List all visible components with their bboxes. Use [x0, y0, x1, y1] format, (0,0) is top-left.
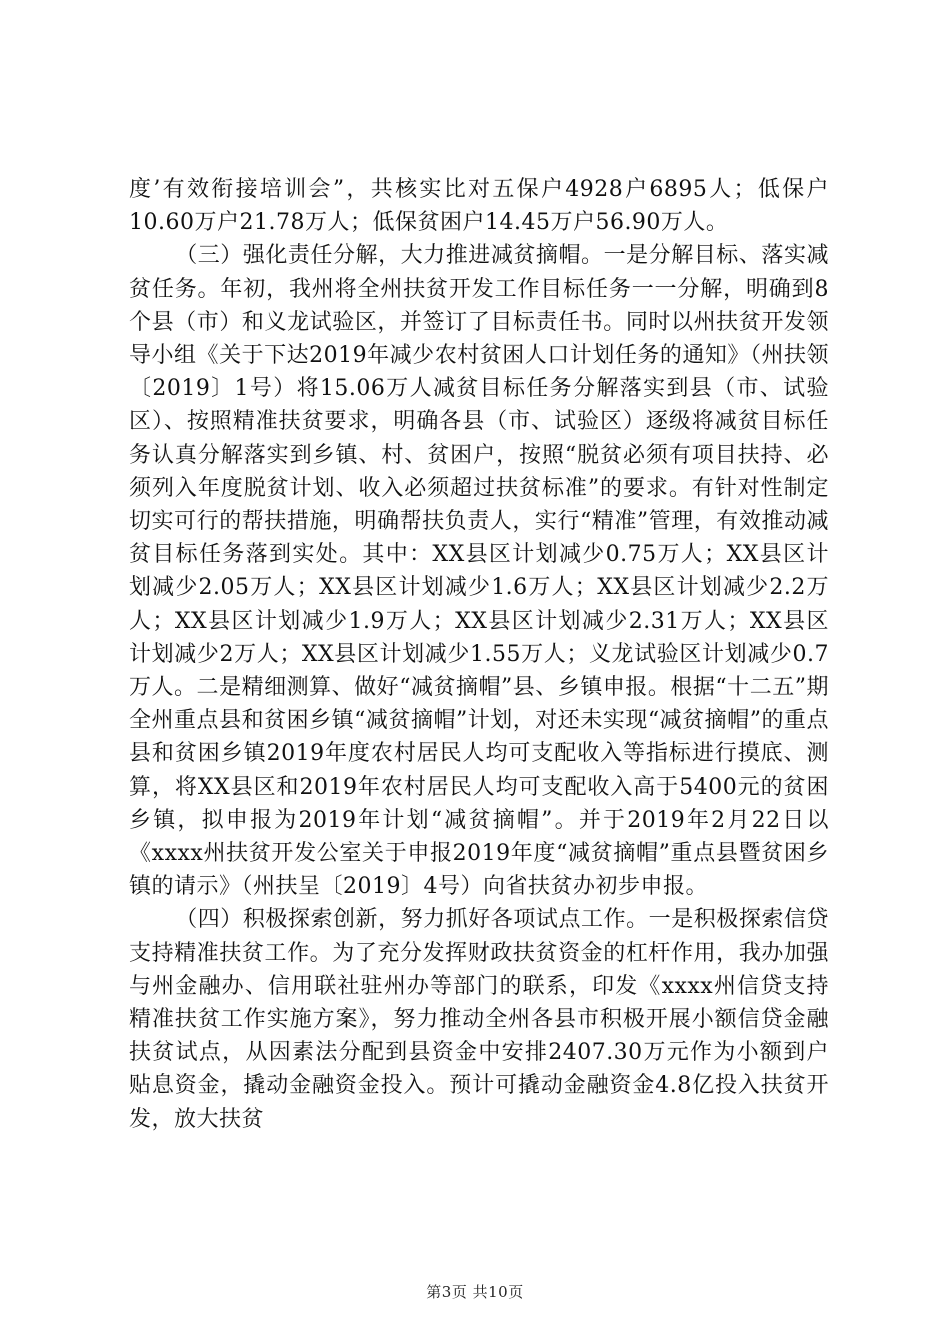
- paragraph-section-three: （三）强化责任分解，大力推进减贫摘帽。一是分解目标、落实减贫任务。年初，我州将全州扶贫开发工作目标任务一一分解，明确到8个县（市）和义龙试验区，并签订了目标责任书。同时以州扶贫开发领导小组《关于下达2019年减少农村贫困人口计划任务的通知》（州扶领〔2019〕1号）将15.06万人减贫目标任务分解落实到县（市、试验区）、按照精准扶贫要求，明确各县（市、试验区）逐级将减贫目标任务认真分解落实到乡镇、村、贫困户，按照“脱贫必须有项目扶持、必须列入年度脱贫计划、收入必须超过扶贫标准”的要求。有针对性制定切实可行的帮扶措施，明确帮扶负责人，实行“精准”管理，有效推动减贫目标任务落到实处。其中：XX县区计划减少0.75万人；XX县区计划减少2.05万人；XX县区计划减少1.6万人；XX县区计划减少2.2万人；XX县区计划减少1.9万人；XX县区计划减少2.31万人；XX县区计划减少2万人；XX县区计划减少1.55万人；义龙试验区计划减少0.7万人。二是精细测算、做好“减贫摘帽”县、乡镇申报。根据“十二五”期全州重点县和贫困乡镇“减贫摘帽”计划，对还未实现“减贫摘帽”的重点县和贫困乡镇2019年度农村居民人均可支配收入等指标进行摸底、测算，将XX县区和2019年农村居民人均可支配收入高于5400元的贫困乡镇，拟申报为2019年计划“减贫摘帽”。并于2019年2月22日以《xxxx州扶贫开发公室关于申报2019年度“减贫摘帽”重点县暨贫困乡镇的请示》（州扶呈〔2019〕4号）向省扶贫办初步申报。: [129, 243, 829, 900]
- paragraph-section-four: （四）积极探索创新，努力抓好各项试点工作。一是积极探索信贷支持精准扶贫工作。为了充分发挥财政扶贫资金的杠杆作用，我办加强与州金融办、信用联社驻州办等部门的联系，印发《xxxx州信贷支持精准扶贫工作实施方案》，努力推动全州各县市积极开展小额信贷金融扶贫试点，从因素法分配到县资金中安排2407.30万元作为小额到户贴息资金，撬动金融资金投入。预计可撬动金融资金4.8亿投入扶贫开发，放大扶贫: [129, 907, 829, 1132]
- document-body: [129, 173, 829, 1136]
- page-number-footer: 第3页 共10页: [426, 1283, 524, 1301]
- paragraph-continuation: 度’有效衔接培训会”，共核实比对五保户4928户6895人；低保户10.60万户21.78万人；低保贫困户14.45万户56.90万人。: [129, 177, 829, 236]
